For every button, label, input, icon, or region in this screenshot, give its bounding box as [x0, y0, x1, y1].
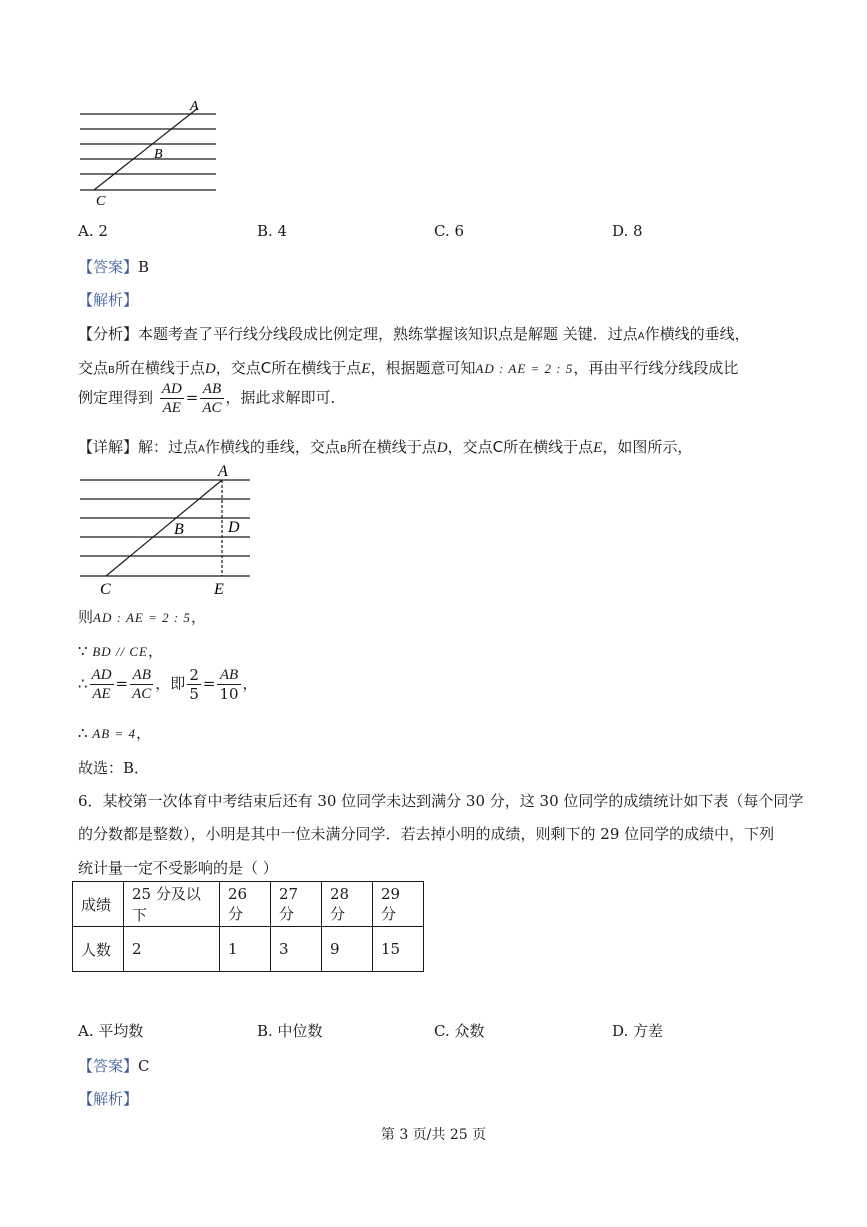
fenxi-text: 本题考查了平行线分线段成比例定理，熟练掌握该知识点是解题 关键．过点	[138, 325, 638, 343]
fenxi-text: 所在横线于点	[271, 359, 362, 377]
fenxi-text: ，根据题意可知	[370, 359, 476, 377]
frac-den: 10	[219, 685, 239, 703]
fenxi-text: 作横线的垂线，	[644, 325, 750, 343]
table-cell: 27 分	[271, 882, 322, 927]
detail-text: 所在横线于点	[503, 438, 594, 456]
frac-den: AE	[92, 686, 111, 702]
solution-line-2	[78, 640, 163, 661]
q6-stem-line2: 的分数都是整数），小明是其中一位未满分同学．若去掉小明的成绩，则剩下的 29 位同学的成绩中，下列	[78, 825, 775, 843]
fig2-label-d: D	[228, 519, 240, 536]
q5-option-c: C. 6	[434, 222, 465, 240]
q6-option-c: C. 众数	[434, 1022, 485, 1040]
q5-analysis-tag: 【解析】	[78, 291, 139, 309]
figure-parallel-lines-2	[70, 460, 260, 600]
frac-num: AB	[130, 666, 153, 685]
detail-text: 所在横线于点	[346, 438, 437, 456]
point-b: B	[108, 365, 115, 376]
parallel-expression: BD // CE	[92, 644, 148, 659]
frac-num: AB	[200, 380, 223, 399]
answer-value: B	[138, 258, 150, 276]
q6-option-a: A. 平均数	[78, 1022, 144, 1040]
fenxi-text: ，据此求解即可．	[225, 388, 346, 407]
frac-den: AC	[132, 686, 152, 702]
answer-tag: 【答案】	[78, 1057, 139, 1075]
solution-text: ，	[242, 674, 258, 693]
point-e: E	[361, 361, 371, 377]
table-cell: 25 分及以下	[124, 882, 220, 927]
fig1-label-a: A	[190, 99, 199, 114]
point-a: A	[637, 331, 645, 342]
table-cell: 28 分	[322, 882, 373, 927]
frac-den: AE	[162, 400, 181, 416]
frac-num: AD	[161, 381, 182, 397]
solution-line-4	[78, 722, 151, 743]
answer-tag: 【答案】	[78, 258, 139, 276]
q6-answer	[78, 1055, 150, 1076]
q5-fenxi-line1	[78, 323, 750, 344]
fenxi-tag: 【分析】	[78, 325, 139, 343]
answer-value: C	[138, 1057, 150, 1075]
q5-fenxi-line3	[78, 380, 346, 417]
ratio-expression: AD : AE = 2 : 5	[475, 361, 574, 376]
detail-text: 解：过点	[138, 438, 199, 456]
solution-text: ，	[135, 724, 151, 742]
point-c: C	[260, 359, 272, 377]
figure-parallel-lines-1	[70, 96, 230, 211]
q6-option-d: D. 方差	[612, 1022, 664, 1040]
fig1-label-b: B	[154, 147, 163, 162]
table-cell: 2	[124, 927, 220, 972]
solution-line-1	[78, 606, 206, 627]
table-cell: 15	[373, 927, 424, 972]
equals-sign: =	[115, 674, 129, 693]
fraction-ad-ae	[90, 666, 114, 703]
equals-sign: =	[185, 388, 199, 407]
fig2-label-b: B	[174, 521, 184, 538]
q5-option-d: D. 8	[612, 222, 643, 240]
table-cell: 成绩	[73, 882, 124, 927]
fig2-label-a: A	[218, 463, 228, 480]
fraction-ad-ae	[160, 380, 184, 417]
q5-option-b: B. 4	[257, 222, 288, 240]
fig2-label-c: C	[100, 581, 111, 598]
frac-den: 5	[189, 685, 199, 703]
frac-num: AB	[217, 666, 240, 685]
point-a: A	[198, 444, 205, 455]
fenxi-text: 交点	[78, 359, 109, 377]
result-expression: AB = 4	[92, 726, 136, 741]
solution-text: ，即	[155, 674, 186, 693]
detail-tag: 【详解】	[78, 438, 139, 456]
q6-stem-line1: 6．某校第一次体育中考结束后还有 30 位同学未达到满分 30 分，这 30 位同学的成绩统计如下表（每个同学	[78, 792, 804, 810]
therefore-symbol: ∴	[78, 724, 88, 742]
solution-line-3	[78, 666, 258, 703]
point-e: E	[593, 440, 603, 456]
fenxi-text: 例定理得到	[78, 388, 154, 407]
solution-line-5: 故选：B．	[78, 759, 150, 777]
fig1-label-c: C	[96, 194, 106, 209]
point-b: B	[339, 444, 347, 455]
table-row	[73, 882, 424, 927]
q5-detail-line	[78, 436, 692, 457]
fig2-label-e: E	[214, 581, 224, 598]
therefore-symbol: ∴	[78, 674, 88, 693]
q6-option-b: B. 中位数	[257, 1022, 323, 1040]
table-cell: 29 分	[373, 882, 424, 927]
point-d: D	[204, 361, 216, 377]
table-cell: 3	[271, 927, 322, 972]
solution-text: ，	[190, 608, 206, 626]
q5-fenxi-line2	[78, 357, 738, 378]
detail-text: ，交点	[447, 438, 493, 456]
table-cell: 26 分	[220, 882, 271, 927]
detail-text: ，如图所示，	[602, 438, 693, 456]
fraction-ab-ac	[200, 380, 223, 417]
solution-text: ，	[148, 642, 164, 660]
detail-text: 作横线的垂线，交点	[204, 438, 340, 456]
q6-analysis-tag: 【解析】	[78, 1090, 139, 1108]
page-number: 第 3 页/共 25 页	[380, 1127, 487, 1143]
fraction-ab-10	[217, 666, 240, 703]
equals-sign: =	[202, 674, 216, 693]
frac-num: 2	[189, 666, 199, 684]
frac-den: AC	[202, 400, 222, 416]
table-cell: 1	[220, 927, 271, 972]
table-cell: 人数	[73, 927, 124, 972]
q6-stem-line3: 统计量一定不受影响的是（ ）	[78, 859, 278, 877]
because-symbol: ∵	[78, 642, 88, 660]
table-cell: 9	[322, 927, 373, 972]
point-c: C	[492, 438, 504, 456]
fenxi-text: ，交点	[215, 359, 261, 377]
table-row	[73, 927, 424, 972]
fraction-ab-ac	[130, 666, 153, 703]
point-d: D	[436, 440, 448, 456]
fenxi-text: ，再由平行线分线段成比	[573, 359, 739, 377]
q5-option-a: A. 2	[78, 222, 108, 240]
frac-num: AD	[91, 667, 112, 683]
solution-text: 则	[78, 608, 94, 626]
fenxi-text: 所在横线于点	[114, 359, 205, 377]
ratio-expression: AD : AE = 2 : 5	[93, 610, 191, 625]
q6-score-table	[72, 881, 424, 972]
q5-answer	[78, 256, 149, 277]
fraction-2-5	[187, 666, 201, 703]
